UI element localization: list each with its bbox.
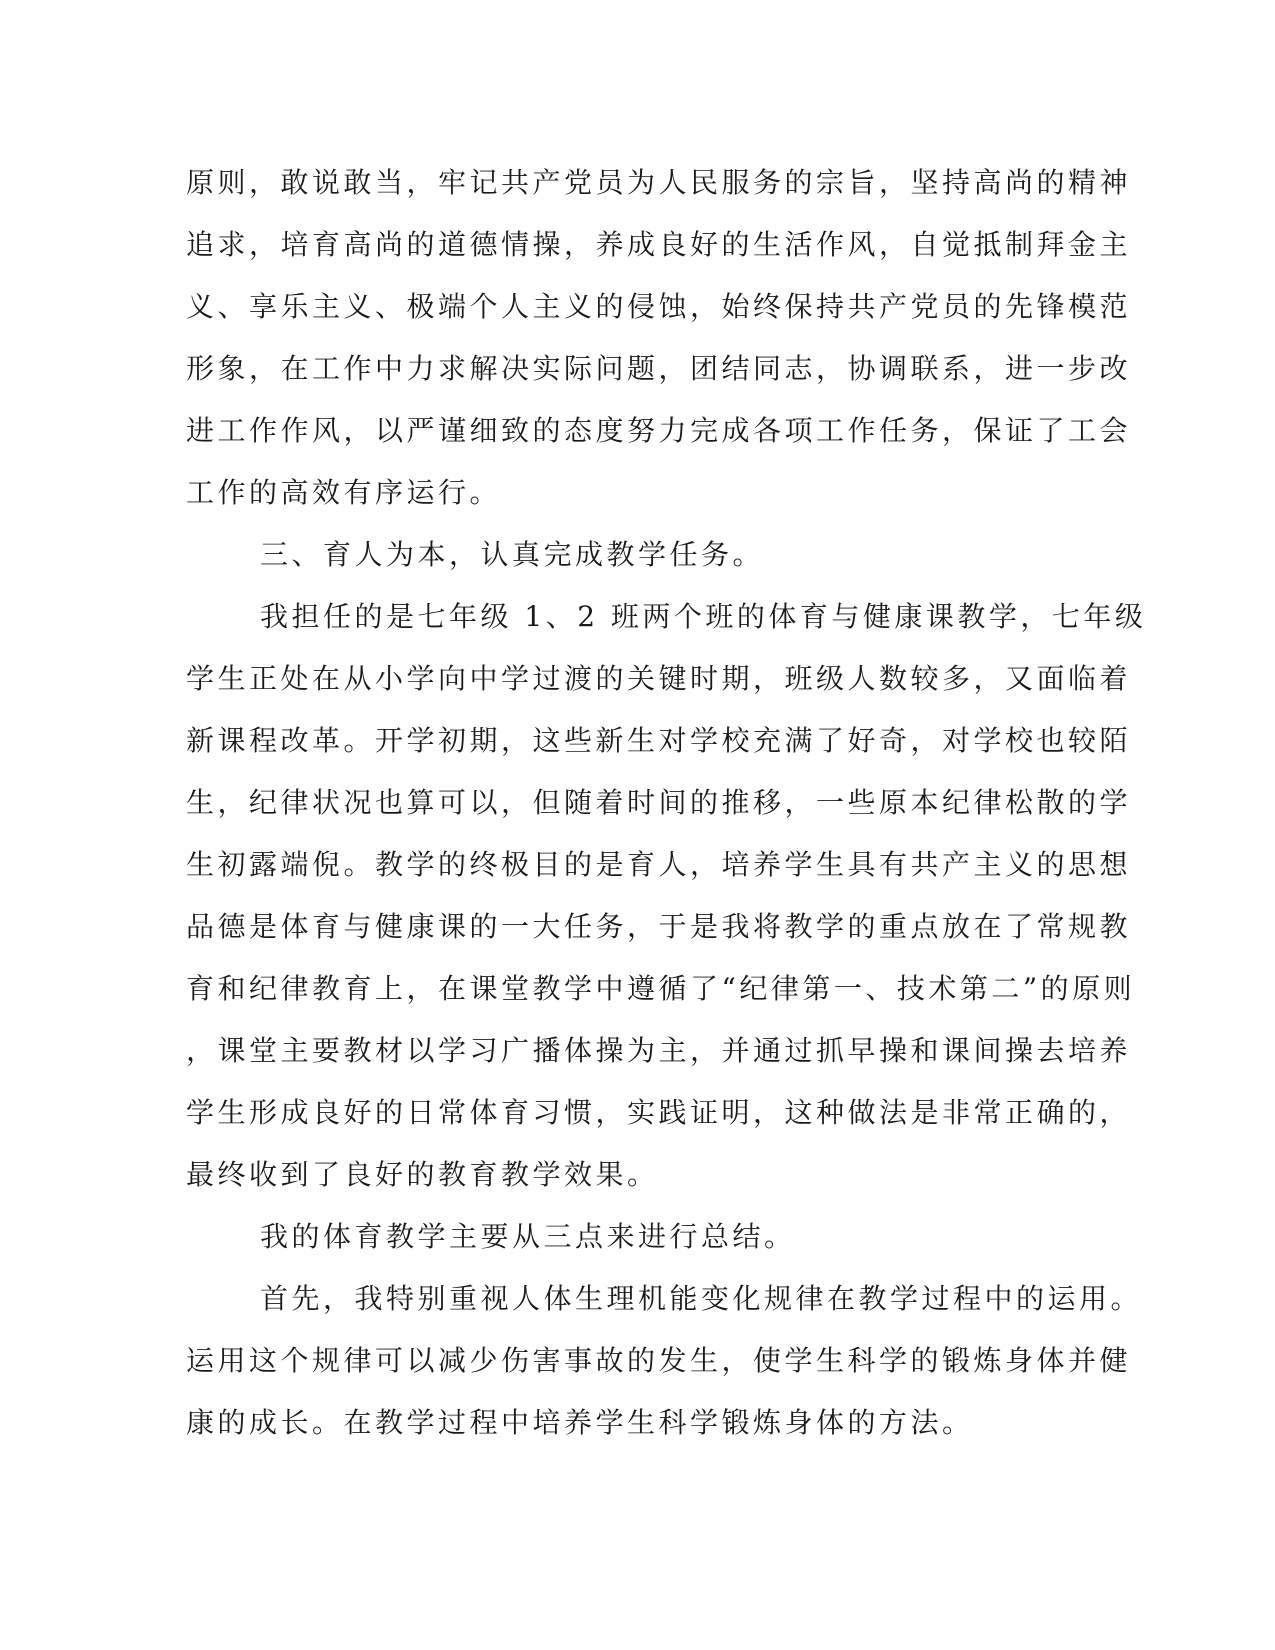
document-body [186,162,1147,1464]
text-line: 工作的高效有序运行。 [186,476,502,509]
paragraph-first-line: 我担任的是七年级 1、2 班两个班的体育与健康课教学，七年级 [260,600,1147,633]
text-line: 生初露端倪。教学的终极目的是育人，培养学生具有共产主义的思想 [186,848,1132,881]
text-line: 新课程改革。开学初期，这些新生对学校充满了好奇，对学校也较陌 [186,724,1132,757]
text-line: 康的成长。在教学过程中培养学生科学锻炼身体的方法。 [186,1406,974,1439]
text-line: 学生正处在从小学向中学过渡的关键时期，班级人数较多，又面临着 [186,662,1132,695]
text-line: 追求，培育高尚的道德情操，养成良好的生活作风，自觉抵制拜金主 [186,228,1132,261]
text-line: 原则，敢说敢当，牢记共产党员为人民服务的宗旨，坚持高尚的精神 [186,166,1132,199]
paragraph-first-line: 我的体育教学主要从三点来进行总结。 [260,1220,796,1253]
text-line: 最终收到了良好的教育教学效果。 [186,1158,659,1191]
text-line: 育和纪律教育上，在课堂教学中遵循了“纪律第一、技术第二”的原则 [186,972,1136,1005]
section-heading: 三、育人为本，认真完成教学任务。 [260,538,765,571]
text-line: 运用这个规律可以减少伤害事故的发生，使学生科学的锻炼身体并健 [186,1344,1132,1377]
paragraph-first-line: 首先，我特别重视人体生理机能变化规律在教学过程中的运用。 [260,1282,1143,1315]
text-line: 义、享乐主义、极端个人主义的侵蚀，始终保持共产党员的先锋模范 [186,290,1132,323]
text-line: 形象，在工作中力求解决实际问题，团结同志，协调联系，进一步改 [186,352,1132,385]
text-line: 学生形成良好的日常体育习惯，实践证明，这种做法是非常正确的， [186,1096,1132,1129]
text-line: 进工作作风，以严谨细致的态度努力完成各项工作任务，保证了工会 [186,414,1132,447]
text-line: 生，纪律状况也算可以，但随着时间的推移，一些原本纪律松散的学 [186,786,1132,819]
text-line: ，课堂主要教材以学习广播体操为主，并通过抓早操和课间操去培养 [186,1034,1132,1067]
text-line: 品德是体育与健康课的一大任务，于是我将教学的重点放在了常规教 [186,910,1132,943]
